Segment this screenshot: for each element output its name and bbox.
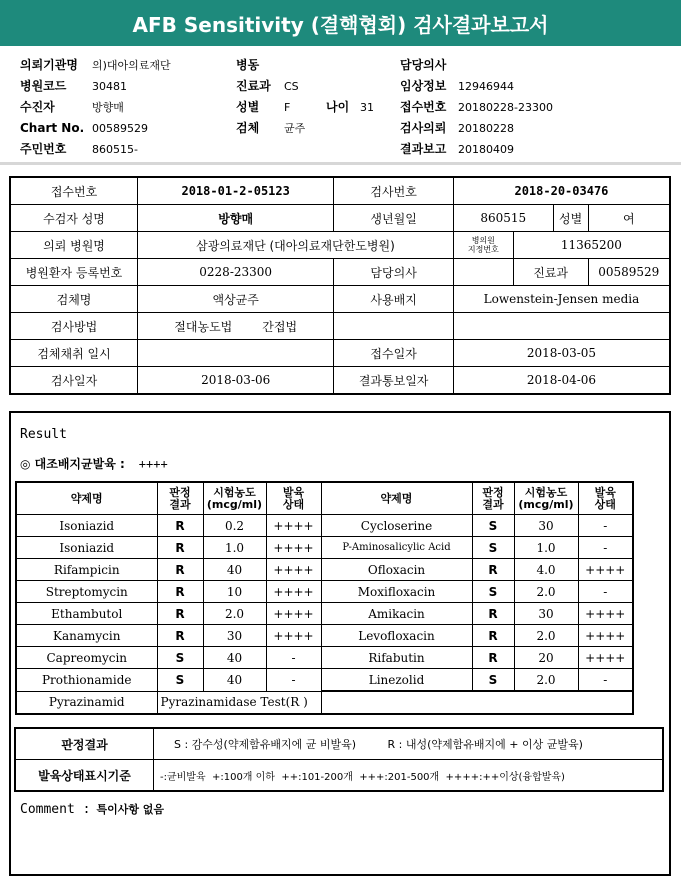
report-label: 결과보고 — [400, 142, 447, 156]
drug-name: Pyrazinamid — [16, 691, 157, 714]
drug-name: Streptomycin — [16, 581, 157, 603]
conc-header: 시험농도 (mcg/ml) — [203, 482, 266, 515]
divider — [0, 162, 681, 165]
judge-result: R — [157, 559, 203, 581]
drug-header: 약제명 — [16, 482, 157, 515]
drug-name: Ethambutol — [16, 603, 157, 625]
dept-value: CS — [284, 80, 299, 93]
test-date-value: 2018-03-06 — [138, 367, 334, 395]
ward-label: 병동 — [236, 58, 260, 72]
test-date-label: 검사일자 — [10, 367, 138, 395]
test-concentration: 30 — [514, 603, 578, 625]
drug-name: P-Aminosalicylic Acid — [321, 537, 472, 559]
patient-name-label: 수검자 성명 — [10, 205, 138, 232]
empty-cell — [334, 313, 454, 340]
drug-table-header — [16, 482, 633, 515]
drug-row — [16, 559, 633, 581]
clinical-value: 12946944 — [458, 80, 514, 93]
control-growth — [20, 455, 168, 472]
judge-result: R — [157, 537, 203, 559]
judge-result: R — [472, 647, 514, 669]
sex-label: 성별 — [236, 100, 260, 114]
test-concentration: 0.2 — [203, 515, 266, 537]
drug-row — [16, 625, 633, 647]
judge-result: R — [157, 603, 203, 625]
resident-label: 주민번호 — [20, 142, 67, 156]
designated-label — [453, 232, 513, 259]
judge-result: S — [472, 669, 514, 692]
receipt-value: 20180228-23300 — [458, 101, 553, 114]
test-concentration: 30 — [514, 515, 578, 537]
drug-header: 약제명 — [321, 482, 472, 515]
drug-name: Rifabutin — [321, 647, 472, 669]
test-concentration: 30 — [203, 625, 266, 647]
dept-label: 진료과 — [236, 79, 271, 93]
method-1: 절대농도법 — [174, 319, 233, 334]
growth-status: ++++ — [578, 559, 633, 581]
report-value: 20180409 — [458, 143, 514, 156]
judge-result: S — [157, 647, 203, 669]
sex-label-cell: 성별 — [553, 205, 588, 232]
collection-label: 검체채취 일시 — [10, 340, 138, 367]
birth-label: 생년월일 — [334, 205, 454, 232]
judge-result: S — [157, 669, 203, 692]
comment — [20, 801, 164, 817]
header-right — [400, 55, 553, 160]
growth-status: - — [266, 647, 321, 669]
drug-name: Moxifloxacin — [321, 581, 472, 603]
judge-legend-value — [154, 728, 664, 760]
growth-status: ++++ — [578, 647, 633, 669]
doctor-value-cell — [453, 259, 513, 286]
judge-s: S : 감수성(약제함유배지에 균 비발육) — [174, 738, 357, 751]
drug-row — [16, 669, 633, 692]
specimen-value: 균주 — [284, 122, 306, 135]
receipt-no-value: 2018-01-2-05123 — [138, 177, 334, 205]
growth-legend-value: -:균비발육 +:100개 이하 ++:101-200개 +++:201-500개 ++++:++이상(융합발육) — [154, 760, 664, 792]
judge-header: 판정 결과 — [157, 482, 203, 515]
test-concentration: 40 — [203, 669, 266, 692]
specimen-label-cell: 검체명 — [10, 286, 138, 313]
drug-name: Prothionamide — [16, 669, 157, 692]
growth-status: ++++ — [266, 515, 321, 537]
drug-name: Levofloxacin — [321, 625, 472, 647]
specimen-value-cell: 액상균주 — [138, 286, 334, 313]
drug-name: Rifampicin — [16, 559, 157, 581]
judge-header: 판정 결과 — [472, 482, 514, 515]
judge-result: R — [472, 625, 514, 647]
test-concentration: 4.0 — [514, 559, 578, 581]
method-value — [138, 313, 334, 340]
drug-row — [16, 647, 633, 669]
age-label: 나이 — [326, 100, 350, 114]
request-value: 20180228 — [458, 122, 514, 135]
growth-status: ++++ — [578, 603, 633, 625]
reg-no-value: 0228-23300 — [138, 259, 334, 286]
comment-label: Comment : — [20, 802, 91, 817]
growth-status: - — [578, 515, 633, 537]
method-label: 검사방법 — [10, 313, 138, 340]
test-concentration: 40 — [203, 647, 266, 669]
medium-label: 사용배지 — [334, 286, 454, 313]
test-concentration: 10 — [203, 581, 266, 603]
receipt-no-label: 접수번호 — [10, 177, 138, 205]
birth-value: 860515 — [453, 205, 553, 232]
growth-status: - — [266, 669, 321, 692]
dept-label-cell: 진료과 — [513, 259, 588, 286]
judge-result: R — [157, 515, 203, 537]
growth-status: ++++ — [266, 625, 321, 647]
header-left — [20, 55, 171, 160]
pza-test-result: Pyrazinamidase Test(R ) — [157, 691, 321, 714]
method-2: 간접법 — [262, 319, 298, 334]
institution-value: 의)대아의료재단 — [92, 59, 171, 72]
growth-status: ++++ — [266, 559, 321, 581]
growth-status: ++++ — [266, 603, 321, 625]
receipt-date-value: 2018-03-05 — [453, 340, 670, 367]
empty-cell — [321, 691, 633, 714]
sex-value: F — [284, 101, 291, 114]
drug-row — [16, 581, 633, 603]
report-title: AFB Sensitivity (결핵협회) 검사결과보고서 — [0, 0, 681, 46]
chart-value: 00589529 — [92, 122, 148, 135]
growth-header: 발육 상태 — [578, 482, 633, 515]
pza-row — [16, 691, 633, 714]
test-concentration: 40 — [203, 559, 266, 581]
report-date-value: 2018-04-06 — [453, 367, 670, 395]
test-concentration: 2.0 — [514, 625, 578, 647]
drug-name: Cycloserine — [321, 515, 472, 537]
designated-label-2: 지정번호 — [467, 245, 499, 254]
conc-header: 시험농도 (mcg/ml) — [514, 482, 578, 515]
drug-table — [15, 481, 634, 715]
institution-label: 의뢰기관명 — [20, 58, 78, 72]
comment-value: 특이사항 없음 — [96, 803, 165, 816]
judge-result: R — [157, 581, 203, 603]
drug-name: Isoniazid — [16, 537, 157, 559]
collector-label: 수진자 — [20, 100, 55, 114]
drug-row — [16, 537, 633, 559]
request-label: 검사의뢰 — [400, 121, 447, 135]
hospital-label: 의뢰 병원명 — [10, 232, 138, 259]
test-concentration: 2.0 — [514, 581, 578, 603]
growth-status: ++++ — [266, 581, 321, 603]
hospital-value: 삼광의료재단 (대아의료재단한도병원) — [138, 232, 454, 259]
test-no-value: 2018-20-03476 — [453, 177, 670, 205]
control-value: ++++ — [138, 457, 168, 471]
judge-result: R — [472, 603, 514, 625]
test-concentration: 1.0 — [514, 537, 578, 559]
test-concentration: 1.0 — [203, 537, 266, 559]
collector-value: 방향매 — [92, 101, 124, 114]
doctor-label: 담당의사 — [400, 58, 447, 72]
header-middle — [236, 55, 374, 139]
drug-name: Isoniazid — [16, 515, 157, 537]
drug-name: Capreomycin — [16, 647, 157, 669]
designated-label-1: 병의원 — [471, 236, 495, 245]
dept-value-cell: 00589529 — [588, 259, 670, 286]
test-concentration: 20 — [514, 647, 578, 669]
legend-table — [14, 727, 664, 792]
growth-status: - — [578, 669, 633, 692]
result-title: Result — [20, 427, 67, 442]
judge-result: R — [157, 625, 203, 647]
reg-no-label: 병원환자 등록번호 — [10, 259, 138, 286]
specimen-label: 검체 — [236, 121, 260, 135]
judge-r: R : 내성(약제함유배지에 + 이상 균발육) — [387, 738, 583, 751]
patient-name-value: 방향매 — [138, 205, 334, 232]
drug-name: Ofloxacin — [321, 559, 472, 581]
drug-row — [16, 603, 633, 625]
drug-name: Amikacin — [321, 603, 472, 625]
growth-status: - — [578, 537, 633, 559]
collection-value — [138, 340, 334, 367]
empty-cell — [453, 313, 670, 340]
judge-result: S — [472, 581, 514, 603]
chart-label: Chart No. — [20, 121, 85, 135]
drug-name: Kanamycin — [16, 625, 157, 647]
drug-row — [16, 515, 633, 537]
report-date-label: 결과통보일자 — [334, 367, 454, 395]
resident-value: 860515- — [92, 143, 138, 156]
growth-header: 발육 상태 — [266, 482, 321, 515]
code-value: 30481 — [92, 80, 127, 93]
growth-status: ++++ — [266, 537, 321, 559]
judge-result: R — [472, 559, 514, 581]
judge-legend-label: 판정결과 — [15, 728, 154, 760]
info-table — [9, 176, 671, 395]
code-label: 병원코드 — [20, 79, 67, 93]
drug-name: Linezolid — [321, 669, 472, 692]
doctor-label-cell: 담당의사 — [334, 259, 454, 286]
growth-status: ++++ — [578, 625, 633, 647]
sex-value-cell: 여 — [588, 205, 670, 232]
designated-value: 11365200 — [513, 232, 670, 259]
judge-result: S — [472, 537, 514, 559]
growth-status: - — [578, 581, 633, 603]
receipt-date-label: 접수일자 — [334, 340, 454, 367]
control-label: ◎ 대조배지균발육 : — [20, 457, 125, 471]
medium-value: Lowenstein-Jensen media — [453, 286, 670, 313]
receipt-label: 접수번호 — [400, 100, 447, 114]
test-no-label: 검사번호 — [334, 177, 454, 205]
age-value: 31 — [360, 101, 374, 114]
test-concentration: 2.0 — [203, 603, 266, 625]
growth-legend-label: 발육상태표시기준 — [15, 760, 154, 792]
judge-result: S — [472, 515, 514, 537]
clinical-label: 임상정보 — [400, 79, 447, 93]
test-concentration: 2.0 — [514, 669, 578, 692]
